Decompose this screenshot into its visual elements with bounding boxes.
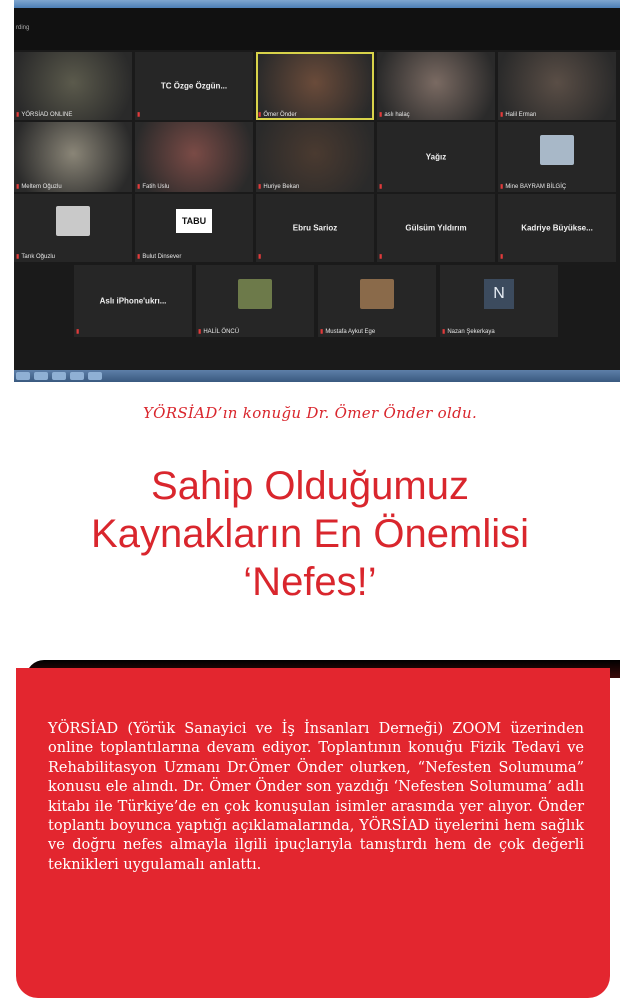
muted-mic-icon: ▮	[16, 184, 20, 190]
participant-name: Mustafa Aykut Ege	[325, 328, 376, 335]
participant-tile[interactable]	[498, 122, 616, 192]
participant-name-label	[258, 183, 299, 190]
participant-tile[interactable]	[135, 194, 253, 262]
participant-avatar: N	[484, 279, 514, 309]
participant-name-label	[500, 253, 503, 260]
participant-tile[interactable]	[14, 122, 132, 192]
taskbar-app-icon[interactable]	[52, 372, 66, 380]
muted-mic-icon: ▮	[500, 254, 504, 260]
participant-tile[interactable]	[135, 52, 253, 120]
muted-mic-icon: ▮	[258, 112, 262, 118]
taskbar-app-icon[interactable]	[88, 372, 102, 380]
article-body-box	[16, 668, 610, 998]
participant-name-label	[198, 328, 239, 335]
muted-mic-icon: ▮	[198, 329, 202, 335]
participant-tile[interactable]	[377, 194, 495, 262]
participant-name-label	[16, 111, 72, 118]
participant-tile[interactable]	[498, 194, 616, 262]
participant-display-name: Yağız	[425, 152, 447, 162]
participant-tile[interactable]	[318, 265, 436, 337]
participant-name-label	[76, 328, 79, 335]
participant-display-name: Gülsüm Yıldırım	[405, 223, 467, 233]
participant-name-label	[16, 183, 62, 190]
participant-display-name: TC Özge Özgün...	[160, 81, 228, 91]
muted-mic-icon: ▮	[379, 184, 383, 190]
participant-name: Mine BAYRAM BİLGİÇ	[505, 183, 567, 190]
participant-display-name: Kadriye Büyükse...	[521, 223, 593, 233]
recording-label: rding	[16, 25, 30, 31]
participant-tile[interactable]	[377, 52, 495, 120]
participant-name-label	[379, 253, 382, 260]
participant-name-label	[500, 111, 536, 118]
participant-name: Ömer Önder	[263, 111, 297, 118]
headline-line: Sahip Olduğumuz	[151, 464, 469, 508]
muted-mic-icon: ▮	[379, 254, 383, 260]
participant-name-label	[379, 183, 382, 190]
start-button[interactable]	[16, 372, 30, 380]
participant-name: Tarık Oğuzlu	[21, 253, 55, 260]
muted-mic-icon: ▮	[137, 184, 141, 190]
participant-name-label	[258, 253, 261, 260]
participant-name: Huriye Bekan	[263, 183, 300, 190]
participant-name: Nazan Şekerkaya	[447, 328, 495, 335]
participant-tile[interactable]	[440, 265, 558, 337]
muted-mic-icon: ▮	[258, 254, 262, 260]
muted-mic-icon: ▮	[137, 112, 141, 118]
participant-name-label	[137, 111, 140, 118]
muted-mic-icon: ▮	[379, 112, 383, 118]
participant-display-name: Aslı iPhone'ukrı...	[99, 296, 167, 306]
participant-name-label	[320, 328, 375, 335]
windows-taskbar	[14, 370, 620, 382]
muted-mic-icon: ▮	[320, 329, 324, 335]
muted-mic-icon: ▮	[258, 184, 262, 190]
participant-avatar	[238, 279, 272, 309]
participant-name-label	[137, 183, 169, 190]
participant-name-label	[442, 328, 495, 335]
muted-mic-icon: ▮	[16, 254, 20, 260]
participant-name: Bulut Dinsever	[142, 253, 182, 260]
participant-name: YÖRSİAD ONLINE	[21, 111, 73, 118]
article-body-text: YÖRSİAD (Yörük Sanayici ve İş İnsanları Derneği) ZOOM üzerinden online toplantılarına devam ediyor. Toplantının konuğu Fizik Tedavi ve Rehabilitasyon Uzmanı Dr.Ömer Önder olurken, “Nefesten Solumuma” konusu ele alındı. Dr. Ömer Önder son yazdığı ‘Nefesten Solumuma’ adlı kitabı ile Türkiye’de en çok konuşulan isimler arasında yer alıyor. Önder toplantı boyunca yaptığı açıklamalarında, YÖRSİAD üyelerini hem sağlık ve doğru nefes almayla ilgili ipuçlarıyla tanıştırdı hem de çok değerli teknikleri uygulamalı anlattı.	[48, 721, 584, 873]
muted-mic-icon: ▮	[442, 329, 446, 335]
participant-name-label	[16, 253, 55, 260]
participant-name: Halil Erman	[505, 111, 537, 118]
article-headline	[0, 462, 620, 606]
participant-name-label	[258, 111, 297, 118]
participant-avatar	[360, 279, 394, 309]
participant-tile[interactable]	[377, 122, 495, 192]
muted-mic-icon: ▮	[16, 112, 20, 118]
participant-tile[interactable]	[74, 265, 192, 337]
taskbar-app-icon[interactable]	[70, 372, 84, 380]
participant-name: Fatih Uslu	[142, 183, 170, 190]
participant-tile[interactable]	[135, 122, 253, 192]
participant-tile[interactable]	[256, 194, 374, 262]
window-titlebar	[14, 0, 620, 8]
muted-mic-icon: ▮	[137, 254, 141, 260]
participant-tile[interactable]	[14, 52, 132, 120]
zoom-screenshot	[14, 0, 620, 382]
participant-name-label	[137, 253, 181, 260]
participant-tile[interactable]	[196, 265, 314, 337]
participant-tile[interactable]	[256, 52, 374, 120]
zoom-top-menu	[14, 8, 620, 50]
headline-line: ‘Nefes!’	[243, 560, 377, 604]
participant-display-name: Ebru Sarioz	[292, 223, 338, 233]
participant-name-label	[379, 111, 410, 118]
taskbar-app-icon[interactable]	[34, 372, 48, 380]
muted-mic-icon: ▮	[76, 329, 80, 335]
participant-avatar: TABU	[176, 209, 212, 233]
participant-avatar	[56, 206, 90, 236]
participant-tile[interactable]	[14, 194, 132, 262]
participant-avatar	[540, 135, 574, 165]
participant-tile[interactable]	[256, 122, 374, 192]
photo-caption: YÖRSİAD’ın konuğu Dr. Ömer Önder oldu.	[142, 404, 478, 422]
participant-name: aslı halaç	[384, 111, 410, 118]
muted-mic-icon: ▮	[500, 184, 504, 190]
participant-name: HALİL ÖNCÜ	[203, 328, 240, 335]
participant-name-label	[500, 183, 566, 190]
muted-mic-icon: ▮	[500, 112, 504, 118]
participant-tile[interactable]	[498, 52, 616, 120]
headline-line: Kaynakların En Önemlisi	[91, 512, 529, 556]
participant-name: Meltem Oğuzlu	[21, 183, 62, 190]
